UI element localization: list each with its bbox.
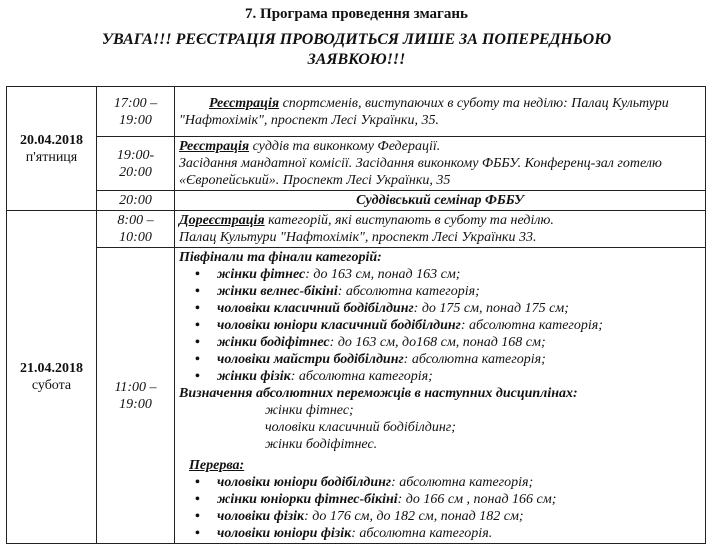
notice-line-1: УВАГА!!! РЕЄСТРАЦІЯ ПРОВОДИТЬСЯ ЛИШЕ ЗА ПОПЕРЕДНЬОЮ: [101, 31, 612, 48]
event-text: Засідання мандатної комісії. Засідання виконкому ФББУ. Конференц-зал готелю «Європейський». Проспект Лесі Українки, 35: [179, 156, 662, 188]
absolute-winners-heading: Визначення абсолютних переможців в наступних дисциплінах:: [179, 386, 578, 401]
list-item: • чоловіки фізік: до 176 см, до 182 см, понад 182 см;: [179, 508, 701, 525]
time-cell: 19:00- 20:00: [97, 137, 175, 191]
list-item: жінки фітнес;: [265, 403, 354, 418]
day2-weekday: субота: [31, 378, 72, 393]
time-cell: 11:00 – 19:00: [97, 248, 175, 544]
time-cell: 17:00 – 19:00: [97, 87, 175, 137]
schedule-row: [7, 191, 706, 211]
schedule-row: [7, 211, 706, 248]
event-title: Реєстрація: [179, 139, 250, 154]
event-cell: [175, 211, 706, 248]
event-cell: [175, 87, 706, 137]
list-item: • жінки бодіфітнес: до 163 см, до168 см, понад 168 см;: [179, 334, 701, 351]
list-item: • чоловіки юніори класичний бодібілдинг: абсолютна категорія;: [179, 317, 701, 334]
finals-heading: Півфінали та фінали категорій:: [179, 250, 382, 265]
event-text: суддів та виконкому Федерації.: [249, 139, 441, 154]
list-item: • чоловіки юніори фізік: абсолютна категорія.: [179, 525, 701, 542]
list-item: • чоловіки юніори бодібілдинг: абсолютна категорія;: [179, 474, 701, 491]
event-title: Дореєстрація: [179, 213, 265, 228]
event-title: Реєстрація: [209, 95, 280, 111]
list-item: жінки бодіфітнес.: [265, 437, 378, 452]
notice-line-2: ЗАЯВКОЮ!!!: [307, 51, 406, 68]
day1-date-cell: [7, 87, 97, 211]
list-item: • жінки юніорки фітнес-бікіні: до 166 см , понад 166 см;: [179, 491, 701, 508]
list-item: чоловіки класичний бодібілдинг;: [265, 420, 456, 435]
list-item: • чоловіки класичний бодібілдинг: до 175 см, понад 175 см;: [179, 300, 701, 317]
list-item: • жінки фізік: абсолютна категорія;: [179, 368, 701, 385]
time-cell: 20:00: [97, 191, 175, 211]
day2-date: 21.04.2018: [20, 361, 83, 376]
list-item: • жінки фітнес: до 163 см, понад 163 см;: [179, 266, 701, 283]
list-item: • жінки велнес-бікіні: абсолютна категорія;: [179, 283, 701, 300]
day2-date-cell: [7, 211, 97, 544]
schedule-row: [7, 137, 706, 191]
schedule-row: [7, 87, 706, 137]
finals-list: [179, 266, 701, 385]
list-item: • чоловіки майстри бодібілдинг: абсолютна категорія;: [179, 351, 701, 368]
schedule-table: [6, 86, 706, 544]
day1-weekday: п'ятниця: [25, 149, 78, 165]
registration-notice: [0, 30, 713, 70]
time-cell: 8:00 – 10:00: [97, 211, 175, 248]
event-title: Суддівський семінар ФББУ: [175, 191, 706, 211]
schedule-row: [7, 248, 706, 544]
event-text: Палац Культури "Нафтохімік", проспект Лесі Українки 33.: [179, 230, 537, 245]
event-text: категорій, які виступають в суботу та неділю.: [264, 213, 554, 228]
event-cell: [175, 248, 706, 544]
day1-date: 20.04.2018: [20, 132, 83, 148]
after-pause-list: [179, 474, 701, 542]
event-text: спортсменів, виступаючих в суботу та неділю: Палац Культури "Нафтохімік", проспект Лесі Українки, 35.: [179, 95, 669, 128]
pause-label: Перерва:: [189, 458, 245, 473]
section-title: 7. Програма проведення змагань: [245, 6, 468, 22]
event-cell: [175, 137, 706, 191]
